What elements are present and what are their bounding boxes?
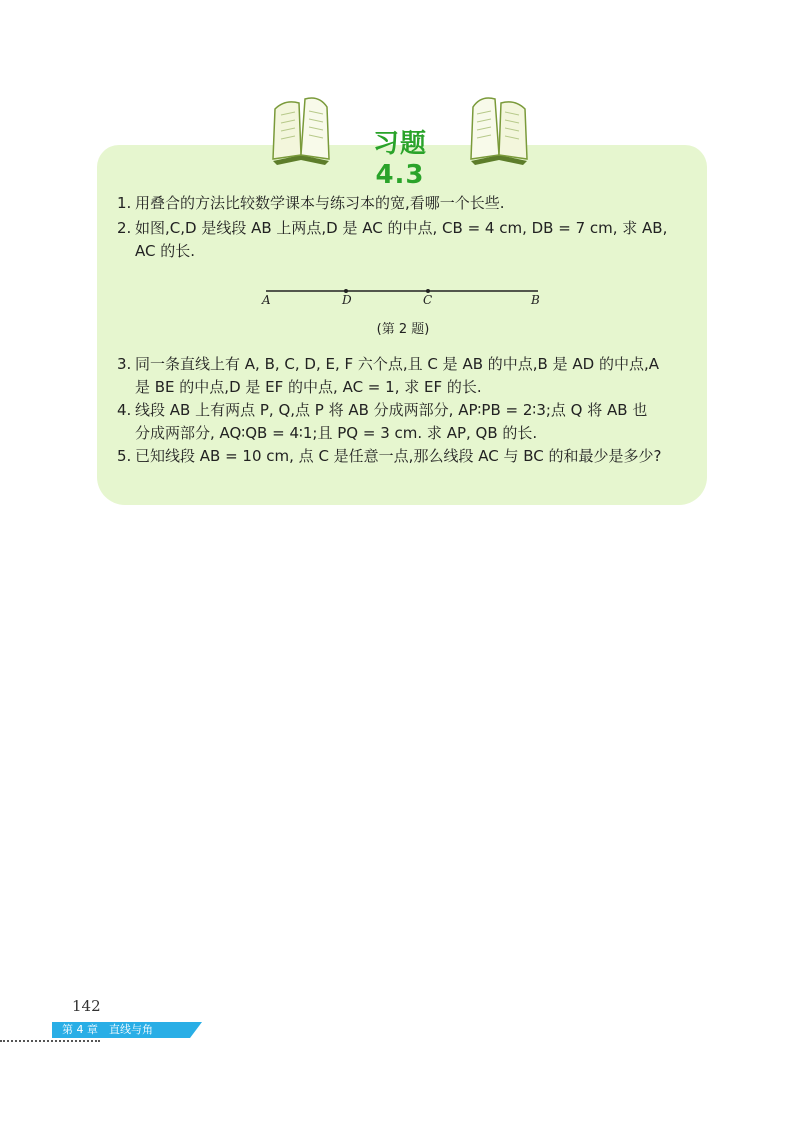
problem-item (117, 445, 697, 468)
problem-number: 4. (117, 401, 132, 419)
problem-text: 同一条直线上有 A, B, C, D, E, F 六个点,且 C 是 AB 的中点,B 是 AD 的中点,A (135, 355, 659, 373)
point-label-a: A (262, 293, 271, 307)
point-label-b: B (531, 293, 540, 307)
problem-text: 如图,C,D 是线段 AB 上两点,D 是 AC 的中点, CB = 4 cm, DB = 7 cm, 求 AB, (135, 219, 668, 237)
problem-number: 2. (117, 219, 132, 237)
problem-text: 分成两部分, AQ∶QB = 4∶1;且 PQ = 3 cm. 求 AP, QB 的长. (135, 424, 538, 442)
problem-number: 1. (117, 194, 132, 212)
segment-line (258, 282, 548, 312)
exercise-header (265, 95, 535, 190)
point-label-c: C (423, 293, 433, 307)
problem-text: 是 BE 的中点,D 是 EF 的中点, AC = 1, 求 EF 的长. (135, 378, 482, 396)
problem-text: 线段 AB 上有两点 P, Q,点 P 将 AB 分成两部分, AP∶PB = 2∶3;点 Q 将 AB 也 (135, 401, 648, 419)
problem-item (117, 192, 697, 215)
page-number: 142 (72, 997, 101, 1015)
exercise-title: 习题 4.3 (372, 129, 427, 190)
problem-item (117, 353, 697, 399)
open-book-icon (463, 95, 535, 171)
problem-number: 5. (117, 447, 132, 465)
problem-item (117, 217, 697, 263)
chapter-label: 第 4 章 直线与角 (62, 1023, 153, 1036)
problem-text: AC 的长. (135, 242, 196, 260)
problem-number: 3. (117, 355, 132, 373)
problem-item (117, 399, 697, 445)
point-label-d: D (342, 293, 352, 307)
problem-text: 已知线段 AB = 10 cm, 点 C 是任意一点,那么线段 AC 与 BC 的和最少是多少? (135, 447, 662, 465)
open-book-icon (265, 95, 337, 171)
problem-text: 用叠合的方法比较数学课本与练习本的宽,看哪一个长些. (135, 194, 505, 212)
footer-divider (0, 1040, 100, 1042)
figure-caption: (第 2 题) (376, 322, 430, 337)
